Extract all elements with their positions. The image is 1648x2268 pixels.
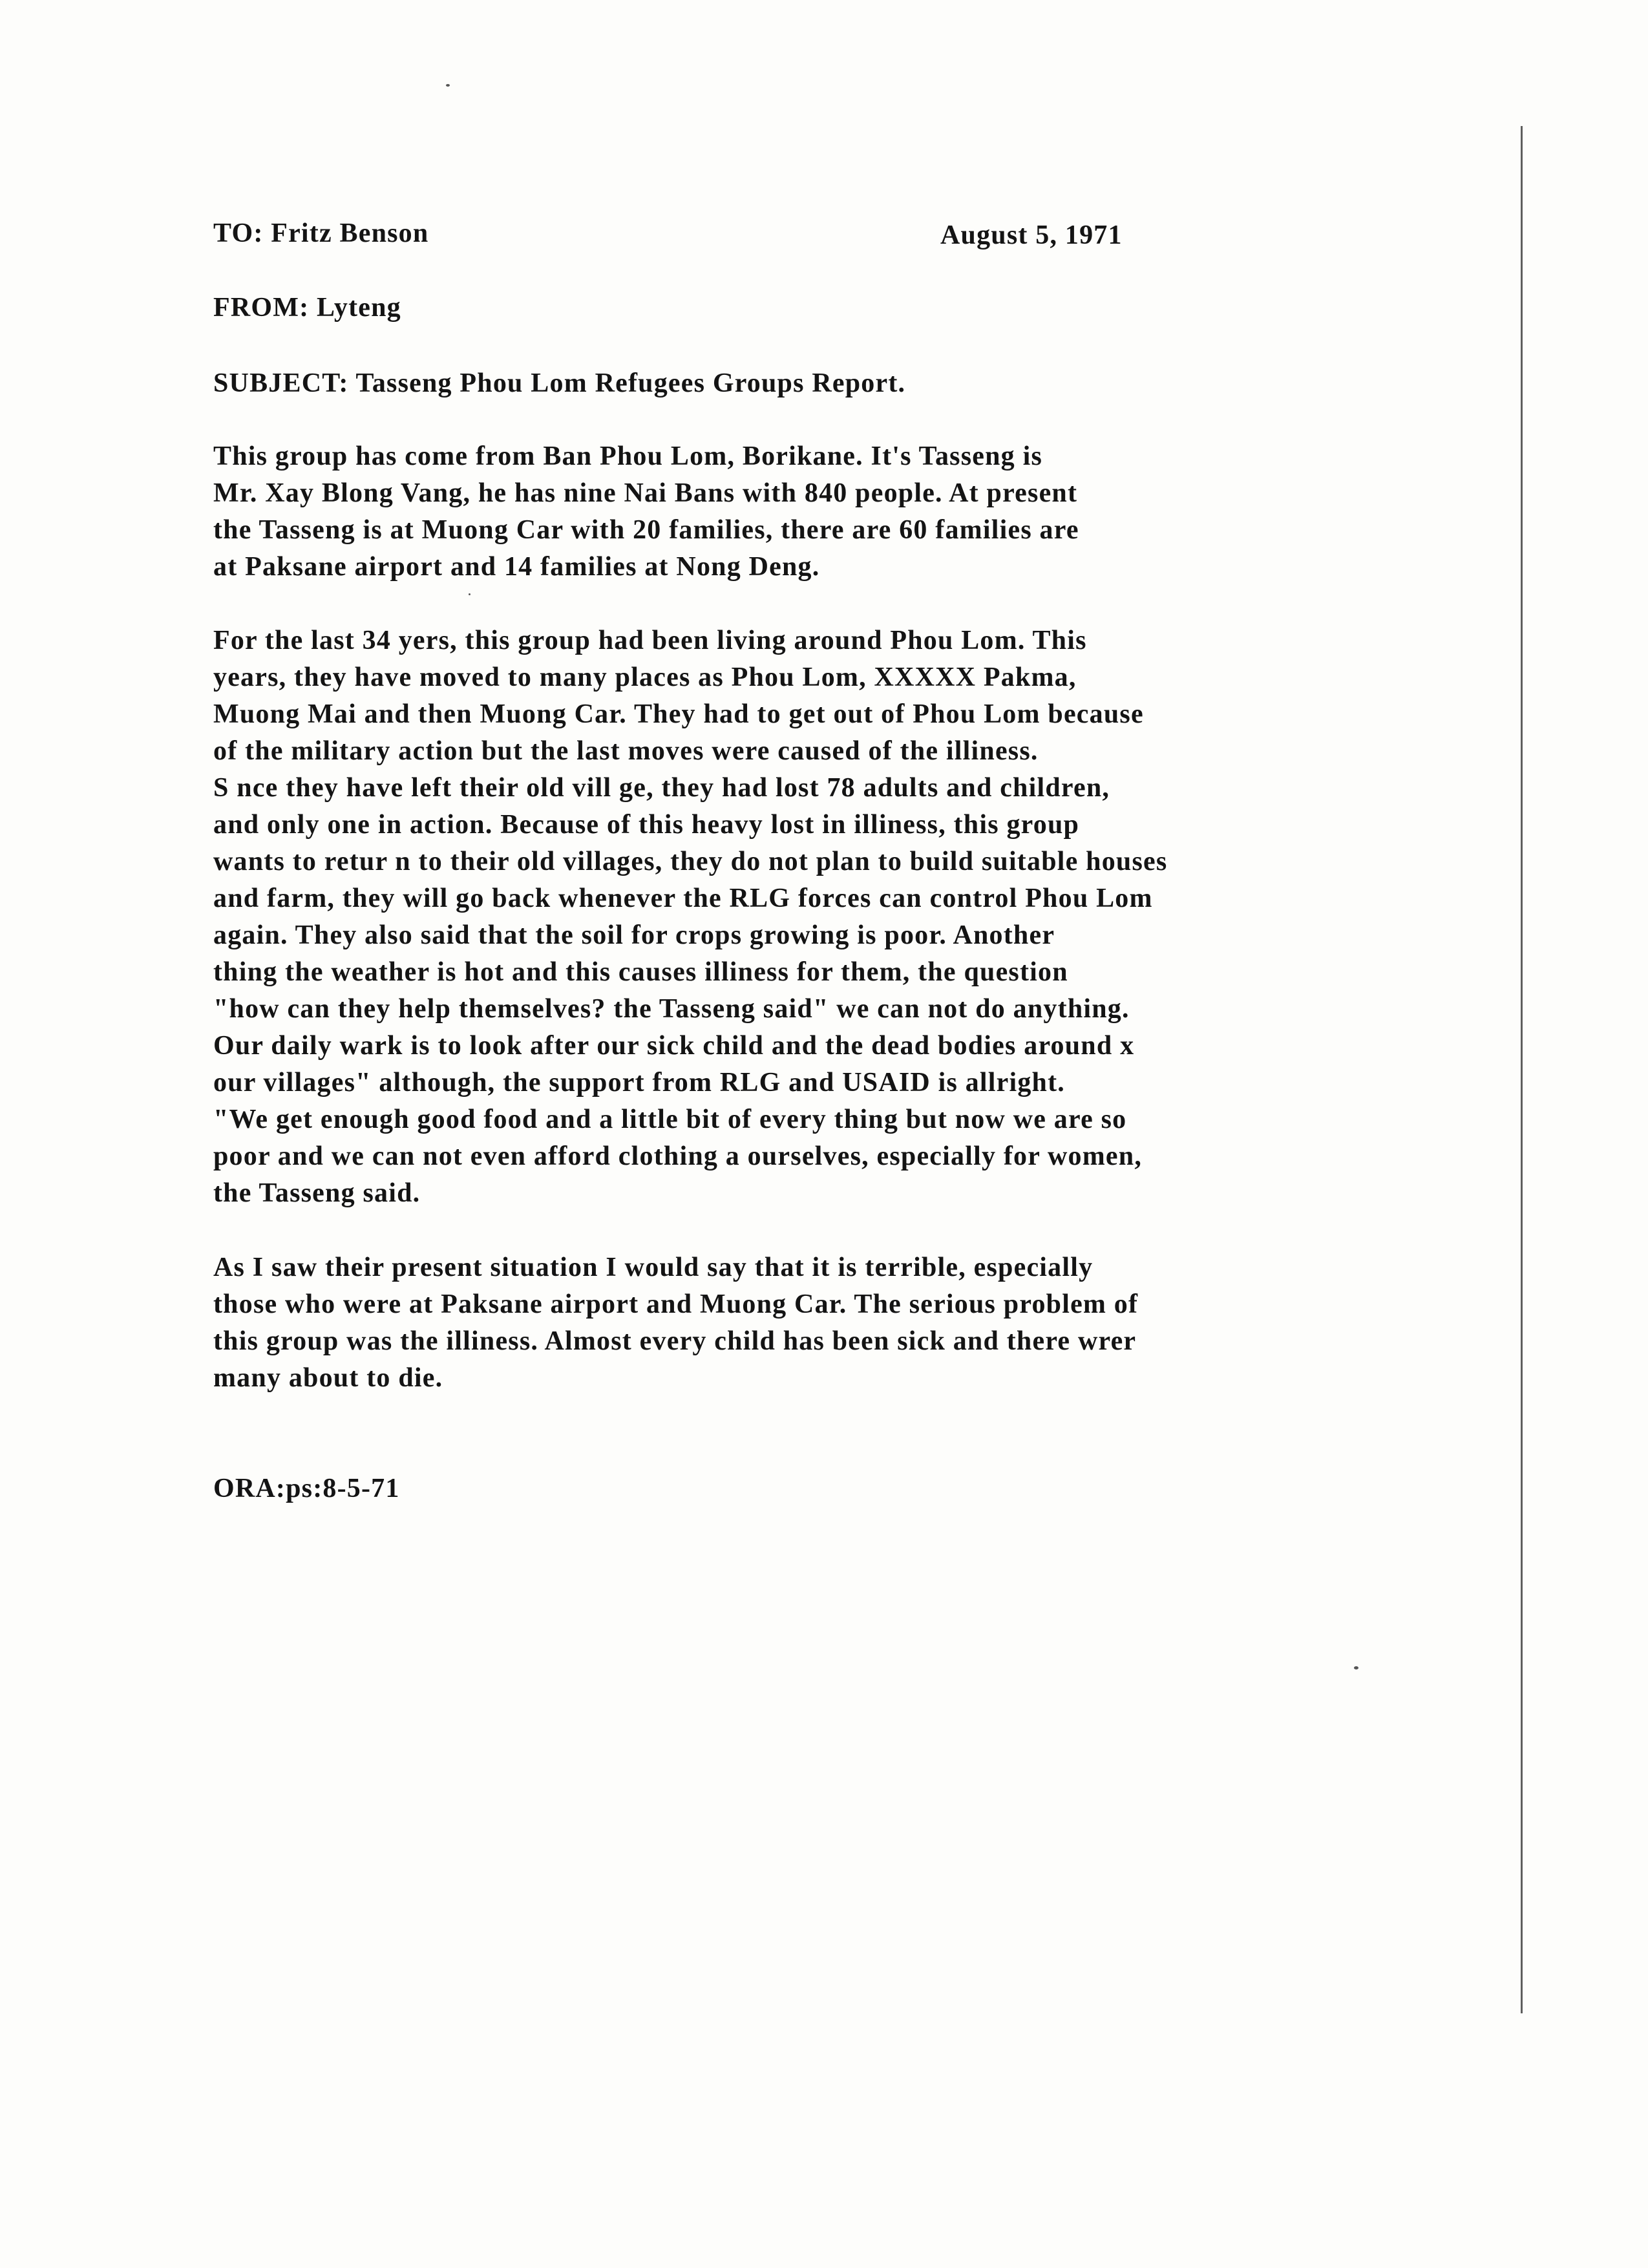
body-line: "how can they help themselves? the Tasseng said" we can not do anything. — [213, 994, 1130, 1024]
body-line: poor and we can not even afford clothing a ourselves, especially for women, — [213, 1141, 1143, 1171]
body-line: again. They also said that the soil for crops growing is poor. Another — [213, 920, 1055, 950]
to-label: TO: — [213, 218, 264, 248]
body-line: Our daily wark is to look after our sick child and the dead bodies around x — [213, 1031, 1135, 1061]
body-line: As I saw their present situation I would say that it is terrible, especially — [213, 1253, 1093, 1282]
page-edge-line — [1521, 126, 1523, 2013]
body-line: this group was the illiness. Almost every child has been sick and there wrer — [213, 1326, 1137, 1356]
body-line: of the military action but the last moves were caused of the illiness. — [213, 736, 1039, 766]
body-line: For the last 34 yers, this group had been living around Phou Lom. This — [213, 626, 1087, 655]
reference-initials: ORA:ps:8-5-71 — [213, 1474, 400, 1503]
body-line: thing the weather is hot and this causes illiness for them, the question — [213, 957, 1068, 987]
body-line: years, they have moved to many places as Phou Lom, XXXXX Pakma, — [213, 662, 1077, 692]
body-line: at Paksane airport and 14 families at Nong Deng. — [213, 552, 820, 582]
scan-speck — [1354, 1666, 1358, 1669]
from-line — [213, 294, 401, 321]
body-line: the Tasseng said. — [213, 1178, 421, 1208]
subject-line — [213, 370, 905, 397]
scan-speck — [446, 84, 450, 87]
scan-speck — [469, 593, 470, 595]
body-line: many about to die. — [213, 1363, 443, 1393]
body-line: those who were at Paksane airport and Muong Car. The serious problem of — [213, 1289, 1139, 1319]
body-line: our villages" although, the support from RLG and USAID is allright. — [213, 1068, 1066, 1097]
memo-date: August 5, 1971 — [940, 220, 1123, 250]
body-line: This group has come from Ban Phou Lom, Borikane. It's Tasseng is — [213, 441, 1042, 471]
subject-label: SUBJECT: — [213, 368, 349, 398]
body-line: wants to retur n to their old villages, they do not plan to build suitable houses — [213, 847, 1168, 876]
body-line: and only one in action. Because of this heavy lost in illiness, this group — [213, 810, 1080, 840]
from-value: Lyteng — [317, 293, 401, 323]
subject-value: Tasseng Phou Lom Refugees Groups Report. — [355, 368, 906, 398]
body-line: "We get enough good food and a little bit of every thing but now we are so — [213, 1105, 1127, 1134]
body-line: and farm, they will go back whenever the RLG forces can control Phou Lom — [213, 884, 1153, 913]
body-line: the Tasseng is at Muong Car with 20 families, there are 60 families are — [213, 515, 1079, 545]
body-line: S nce they have left their old vill ge, they had lost 78 adults and children, — [213, 773, 1110, 803]
to-line — [213, 220, 428, 247]
from-label: FROM: — [213, 293, 310, 323]
body-line: Mr. Xay Blong Vang, he has nine Nai Bans with 840 people. At present — [213, 478, 1078, 508]
to-value: Fritz Benson — [271, 218, 429, 248]
body-line: Muong Mai and then Muong Car. They had to get out of Phou Lom because — [213, 699, 1144, 729]
